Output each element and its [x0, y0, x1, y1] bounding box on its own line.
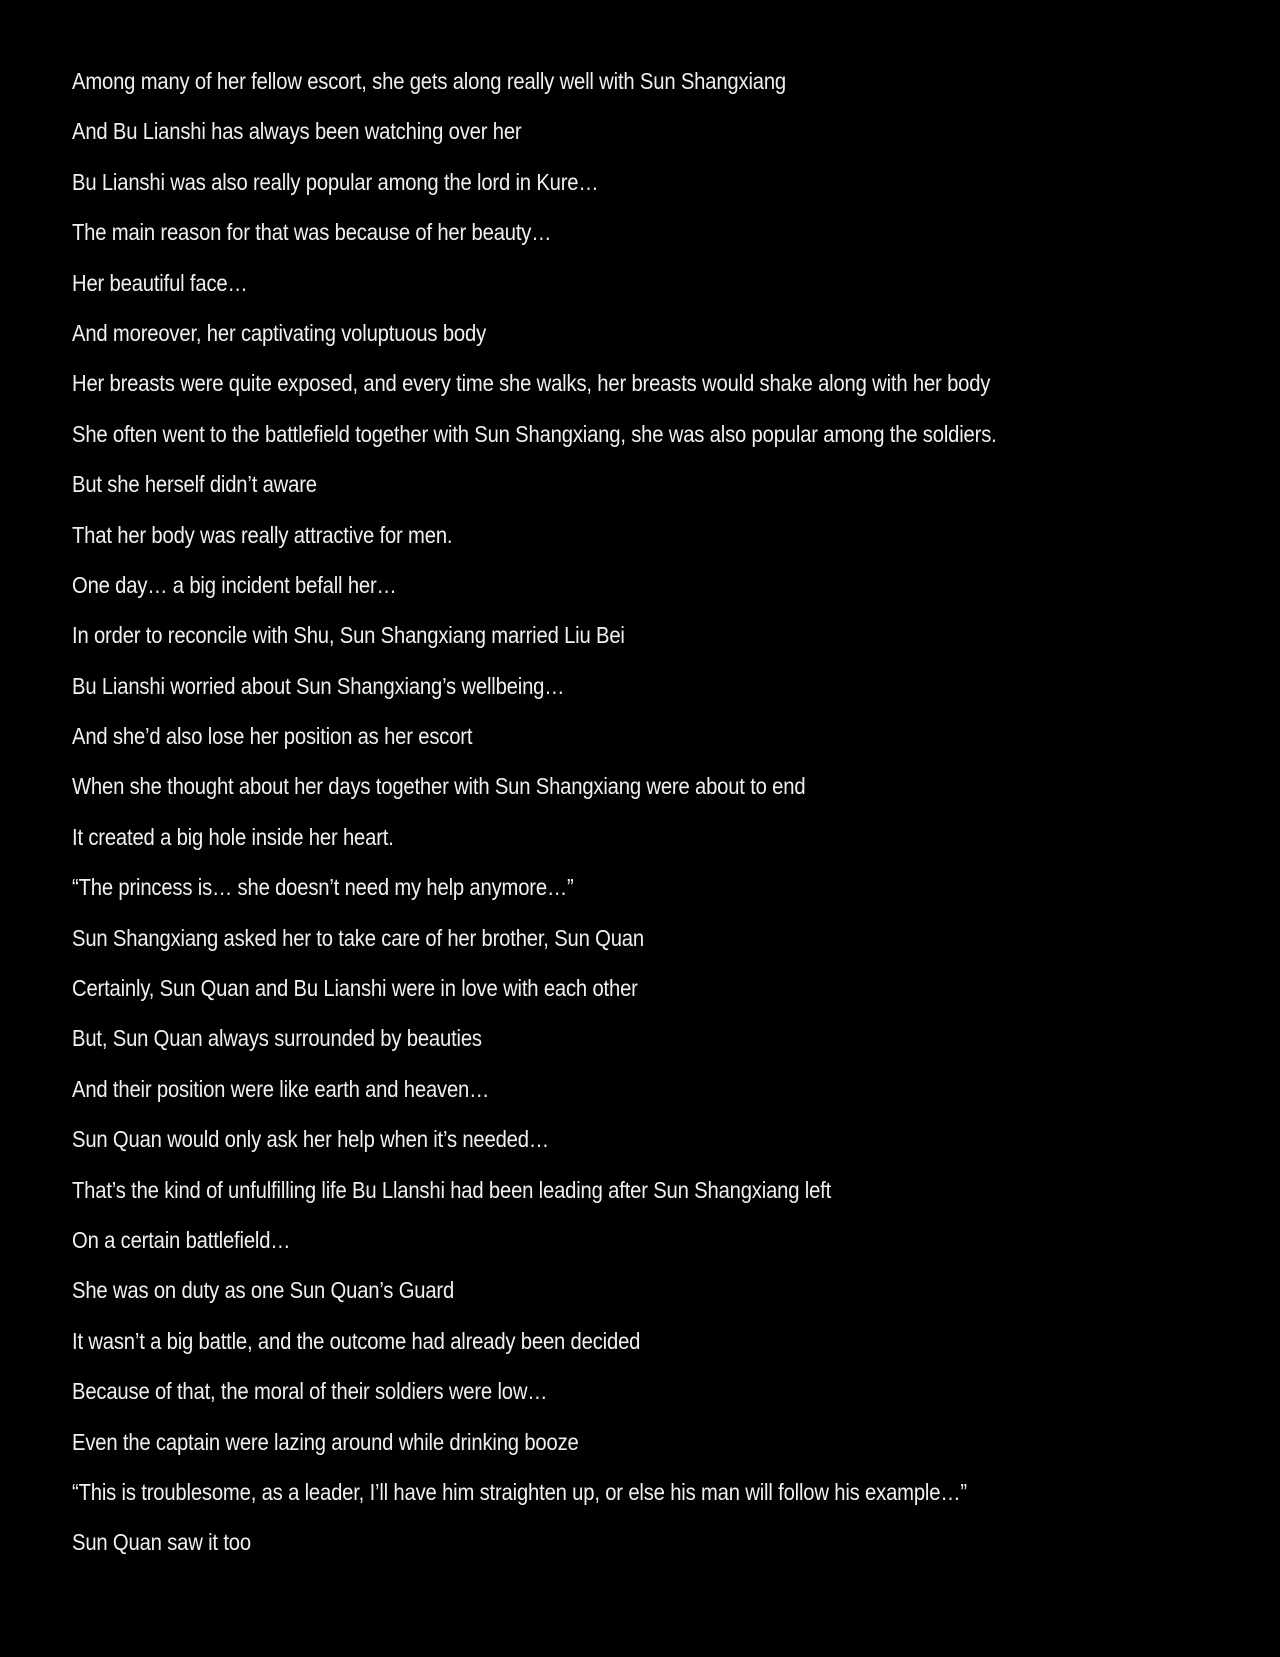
story-line: The main reason for that was because of her beauty…	[72, 219, 552, 246]
story-line: It created a big hole inside her heart.	[72, 823, 394, 850]
story-line: That her body was really attractive for men.	[72, 521, 453, 548]
story-line: Among many of her fellow escort, she gets along really well with Sun Shangxiang	[72, 68, 787, 94]
story-line: On a certain battlefield…	[72, 1226, 291, 1253]
story-line: But, Sun Quan always surrounded by beauties	[72, 1025, 482, 1052]
story-line: She often went to the battlefield together with Sun Shangxiang, she was also popular among the soldiers.	[72, 420, 997, 447]
story-line: But she herself didn’t aware	[72, 471, 317, 498]
story-line: Bu Lianshi was also really popular among the lord in Kure…	[72, 168, 599, 195]
story-line: Bu Lianshi worried about Sun Shangxiang’s wellbeing…	[72, 672, 565, 699]
story-line: In order to reconcile with Shu, Sun Shangxiang married Liu Bei	[72, 622, 625, 649]
story-line: Sun Quan saw it too	[72, 1529, 251, 1556]
story-line: Sun Quan would only ask her help when it’s needed…	[72, 1126, 549, 1153]
story-line: When she thought about her days together with Sun Shangxiang were about to end	[72, 773, 806, 800]
story-line: Sun Shangxiang asked her to take care of her brother, Sun Quan	[72, 924, 644, 951]
story-line: One day… a big incident befall her…	[72, 571, 397, 598]
story-line: And their position were like earth and heaven…	[72, 1075, 490, 1102]
story-line: “The princess is… she doesn’t need my help anymore…”	[72, 874, 574, 901]
story-line: Because of that, the moral of their soldiers were low…	[72, 1378, 548, 1405]
story-line: And moreover, her captivating voluptuous body	[72, 319, 487, 346]
story-line: “This is troublesome, as a leader, I’ll have him straighten up, or else his man will follow his example…”	[72, 1478, 967, 1505]
story-line: Her beautiful face…	[72, 269, 248, 296]
story-line: She was on duty as one Sun Quan’s Guard	[72, 1277, 455, 1304]
story-line: It wasn’t a big battle, and the outcome had already been decided	[72, 1327, 641, 1354]
story-line: And Bu Lianshi has always been watching over her	[72, 118, 522, 145]
story-line: That’s the kind of unfulfilling life Bu Llanshi had been leading after Sun Shangxiang left	[72, 1176, 832, 1203]
story-line: And she’d also lose her position as her escort	[72, 723, 473, 750]
story-line: Even the captain were lazing around while drinking booze	[72, 1428, 579, 1455]
story-line: Her breasts were quite exposed, and every time she walks, her breasts would shake along with her body	[72, 370, 991, 397]
story-line: Certainly, Sun Quan and Bu Lianshi were in love with each other	[72, 975, 638, 1002]
